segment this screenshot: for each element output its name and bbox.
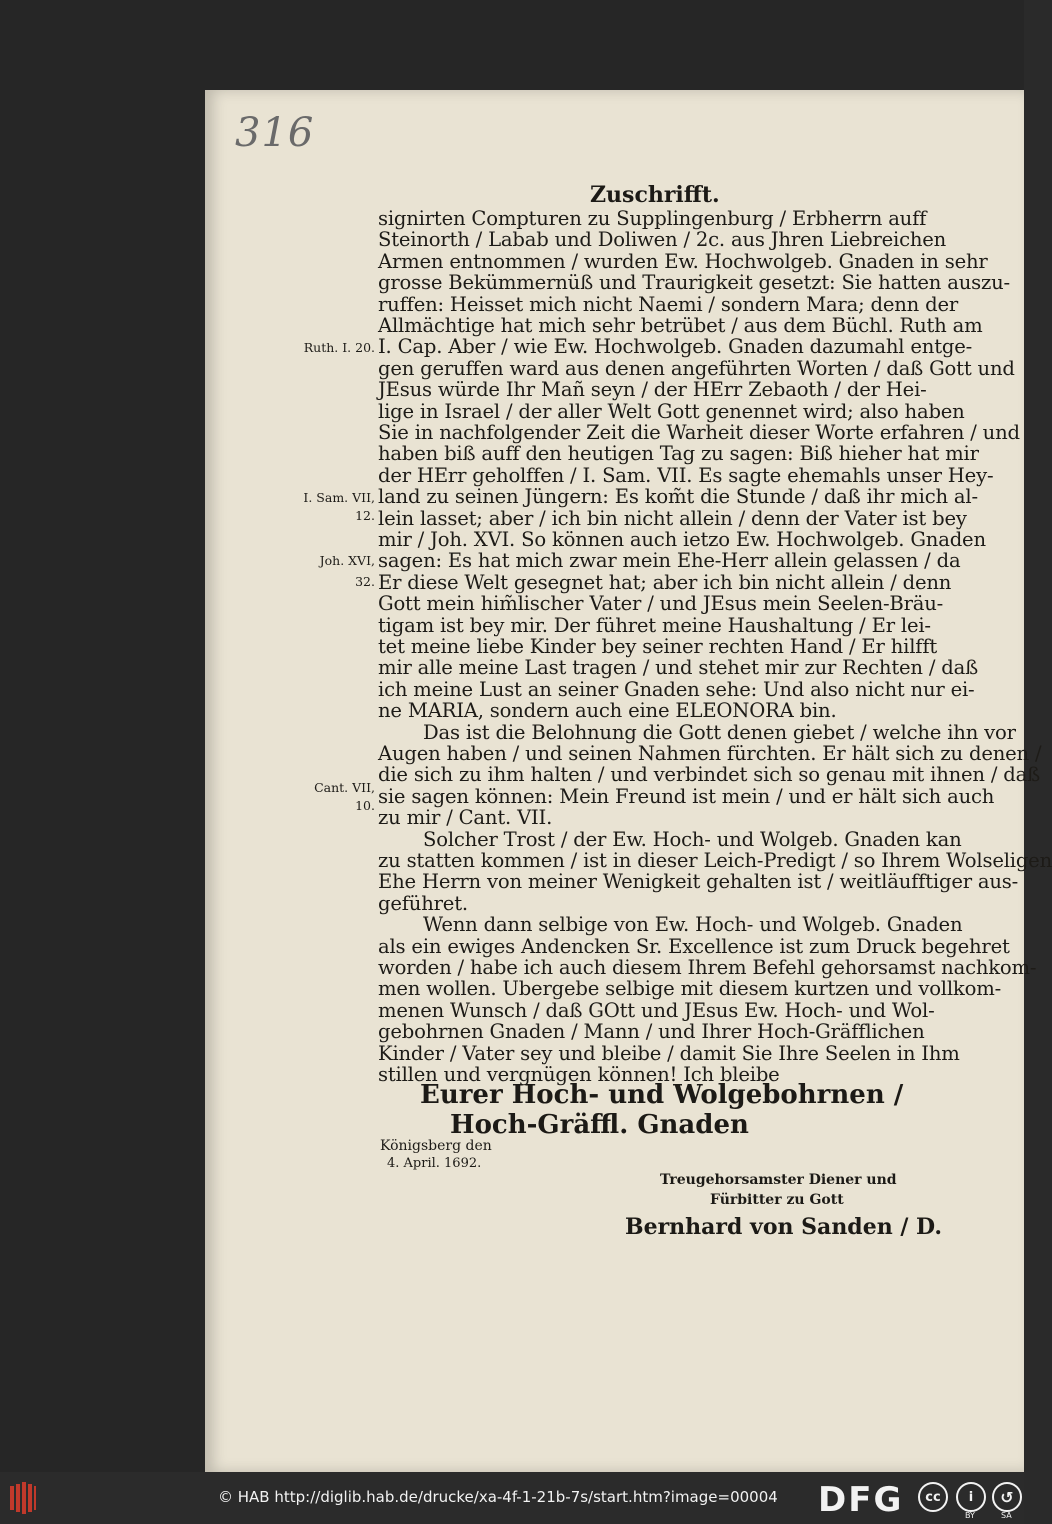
text-line: JEsus würde Ihr Mañ seyn / der HErr Zebaoth / der Hei- xyxy=(378,378,927,402)
closing-title: Hoch-Gräffl. Gnaden xyxy=(450,1110,749,1140)
text-line: Solcher Trost / der Ew. Hoch- und Wolgeb. Gnaden kan xyxy=(423,827,962,851)
creative-commons-icon: cc xyxy=(918,1482,948,1512)
text-line: mir alle meine Last tragen / und stehet mir zur Rechten / daß xyxy=(378,656,978,680)
text-line: lige in Israel / der aller Welt Gott genennet wird; also haben xyxy=(378,399,965,423)
margin-note: Joh. XVI, xyxy=(319,553,375,568)
text-line: ich meine Lust an seiner Gnaden sehe: Und also nicht nur ei- xyxy=(378,677,975,701)
margin-note: 12. xyxy=(355,508,375,523)
date-line: 4. April. 1692. xyxy=(387,1156,482,1171)
margin-note: Cant. VII, xyxy=(314,780,375,795)
attribution-icon: i xyxy=(956,1482,986,1512)
text-line: Sie in nachfolgender Zeit die Warheit dieser Worte erfahren / und xyxy=(378,421,1020,444)
text-line: Steinorth / Labab und Doliwen / 2c. aus Jhren Liebreichen xyxy=(378,228,947,252)
text-line: Das ist die Belohnung die Gott denen giebet / welche ihn vor xyxy=(423,720,1016,744)
servant-line-1: Treugehorsamster Diener und xyxy=(660,1172,897,1188)
margin-note: I. Sam. VII, xyxy=(303,490,375,505)
text-line: signirten Compturen zu Supplingenburg / Erbherrn auff xyxy=(378,207,927,230)
text-line: tigam ist bey mir. Der führet meine Haushaltung / Er lei- xyxy=(378,613,931,637)
text-line: haben biß auff den heutigen Tag zu sagen: Biß hieher hat mir xyxy=(378,442,979,466)
text-line: Ehe Herrn von meiner Wenigkeit gehalten ist / weitläufftiger aus- xyxy=(378,870,1019,894)
text-line: Er diese Welt gesegnet hat; aber ich bin nicht allein / denn xyxy=(378,570,952,594)
text-line: Armen entnommen / wurden Ew. Hochwolgeb. Gnaden in sehr xyxy=(378,249,988,273)
viewer-footer xyxy=(0,1472,1024,1524)
text-line: stillen und vergnügen können! Ich bleibe xyxy=(378,1063,780,1086)
text-line: zu mir / Cant. VII. xyxy=(378,806,553,830)
text-line: menen Wunsch / daß GOtt und JEsus Ew. Hoch- und Wol- xyxy=(378,998,935,1022)
text-line: ne MARIA, sondern auch eine ELEONORA bin. xyxy=(378,699,837,723)
text-line: zu statten kommen / ist in dieser Leich-Predigt / so Ihrem Wolseligen xyxy=(378,849,1052,872)
servant-line-2: Fürbitter zu Gott xyxy=(710,1192,844,1208)
dfg-logo: DFG xyxy=(818,1480,904,1520)
margin-note: 10. xyxy=(355,798,375,813)
hab-logo-icon xyxy=(10,1482,36,1514)
page-heading: Zuschrifft. xyxy=(590,182,720,208)
sa-label: SA xyxy=(1001,1511,1012,1520)
book-page xyxy=(205,90,1052,1472)
share-alike-icon: ↺ xyxy=(992,1482,1022,1512)
text-line: men wollen. Ubergebe selbige mit diesem kurtzen und vollkom- xyxy=(378,977,1001,1001)
text-line: gen geruffen ward aus denen angeführten Worten / daß Gott und xyxy=(378,356,1015,380)
text-line: land zu seinen Jüngern: Es kom̃t die Stunde / daß ihr mich al- xyxy=(378,485,978,509)
margin-note: Ruth. I. 20. xyxy=(303,340,375,355)
text-line: der HErr geholffen / I. Sam. VII. Es sagte ehemahls unser Hey- xyxy=(378,463,994,487)
text-line: Allmächtige hat mich sehr betrübet / aus dem Büchl. Ruth am xyxy=(378,314,983,337)
text-line: als ein ewiges Andencken Sr. Excellence ist zum Druck begehret xyxy=(378,934,1010,958)
text-line: die sich zu ihm halten / und verbindet sich so genau mit ihnen / daß xyxy=(378,763,1041,787)
text-line: Augen haben / und seinen Nahmen fürchten. Er hält sich zu denen / xyxy=(378,742,1042,765)
text-line: grosse Bekümmernüß und Traurigkeit gesetzt: Sie hatten auszu- xyxy=(378,271,1010,295)
text-line: geführet. xyxy=(378,891,468,915)
page-number: 316 xyxy=(235,110,315,156)
copyright-link[interactable]: © HAB http://diglib.hab.de/drucke/xa-4f-1-21b-7s/start.htm?image=00004 xyxy=(218,1488,778,1506)
text-line: I. Cap. Aber / wie Ew. Hochwolgeb. Gnaden dazumahl entge- xyxy=(378,335,973,359)
text-line: gebohrnen Gnaden / Mann / und Ihrer Hoch-Gräfflichen xyxy=(378,1020,925,1044)
text-line: Gott mein him̃lischer Vater / und JEsus mein Seelen-Bräu- xyxy=(378,592,944,616)
text-line: Wenn dann selbige von Ew. Hoch- und Wolgeb. Gnaden xyxy=(423,913,963,937)
text-line: worden / habe ich auch diesem Ihrem Befehl gehorsamst nachkom- xyxy=(378,956,1037,979)
text-line: sagen: Es hat mich zwar mein Ehe-Herr allein gelassen / da xyxy=(378,549,961,573)
signature: Bernhard von Sanden / D. xyxy=(625,1214,942,1240)
by-label: BY xyxy=(965,1511,975,1520)
text-line: tet meine liebe Kinder bey seiner rechten Hand / Er hilfft xyxy=(378,635,938,658)
text-line: ruffen: Heisset mich nicht Naemi / sondern Mara; denn der xyxy=(378,292,959,316)
text-line: lein lasset; aber / ich bin nicht allein / denn der Vater ist bey xyxy=(378,506,967,530)
text-line: Kinder / Vater sey und bleibe / damit Sie Ihre Seelen in Ihm xyxy=(378,1041,960,1065)
margin-note: 32. xyxy=(355,574,375,589)
text-line: sie sagen können: Mein Freund ist mein / und er hält sich auch xyxy=(378,784,995,808)
text-line: mir / Joh. XVI. So können auch ietzo Ew. Hochwolgeb. Gnaden xyxy=(378,528,986,551)
place-line: Königsberg den xyxy=(380,1138,492,1154)
closing-salutation: Eurer Hoch- und Wolgebohrnen / xyxy=(420,1080,904,1110)
